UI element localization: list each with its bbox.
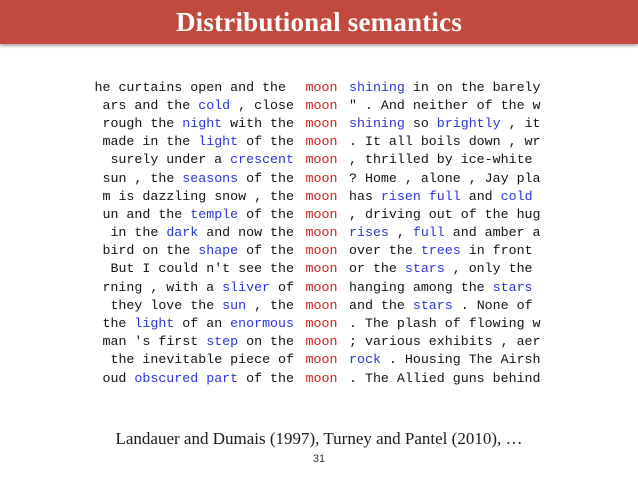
right-context (349, 152, 589, 167)
context-text: rough the (102, 115, 183, 131)
context-word-highlight: sliver (222, 279, 271, 295)
context-word-highlight: dark (166, 225, 199, 241)
context-text: hanging among the (349, 279, 493, 295)
keyword-moon: moon (305, 115, 338, 131)
context-text: so (404, 115, 437, 131)
concordance-line (78, 187, 598, 205)
keyword-moon: moon (305, 243, 338, 259)
context-word-highlight: rises (349, 225, 389, 241)
context-word-highlight: crescent (230, 152, 294, 168)
concordance-line (78, 314, 598, 332)
keyword-moon: moon (305, 206, 338, 222)
context-text: surely under a (110, 152, 231, 168)
slide-title: Distributional semantics (175, 6, 463, 37)
left-context (78, 371, 294, 386)
context-text: " . And neither of the w (349, 97, 541, 113)
context-text: sun , the (102, 170, 183, 186)
left-context (78, 243, 294, 258)
keyword-moon: moon (305, 225, 338, 241)
context-text: . It all boils down , wr (349, 134, 541, 150)
context-word-highlight: enormous (230, 316, 294, 332)
context-text: of the (238, 370, 294, 386)
context-text: of (270, 279, 294, 295)
context-text: and amber a (444, 225, 541, 241)
context-text: of the (238, 243, 294, 259)
keyword-moon: moon (305, 334, 338, 350)
context-word-highlight: cold (500, 188, 533, 204)
context-word-highlight: part (206, 370, 239, 386)
keyword-moon: moon (305, 188, 338, 204)
concordance-line (78, 114, 598, 132)
context-text: has (349, 188, 381, 204)
context-word-highlight: step (206, 334, 239, 350)
right-context (349, 98, 589, 113)
context-word-highlight: stars (404, 261, 445, 277)
right-context (349, 334, 589, 349)
keyword-moon: moon (305, 352, 338, 368)
concordance-line (78, 224, 598, 242)
context-text: of the (238, 170, 294, 186)
title-bar (0, 0, 638, 44)
concordance-line (78, 205, 598, 223)
concordance-line (78, 78, 598, 96)
context-text: the inevitable piece of (110, 352, 294, 368)
left-context (78, 225, 294, 240)
context-word-highlight: full (412, 225, 445, 241)
context-text: , only the (444, 261, 533, 277)
context-text: , it (500, 115, 541, 131)
right-context (349, 134, 589, 149)
left-context (78, 352, 294, 367)
context-text: he curtains open and the (94, 79, 294, 95)
context-text: in on the barely (404, 79, 541, 95)
context-word-highlight: shining (349, 79, 405, 95)
left-context (78, 189, 294, 204)
context-text: they love the (110, 297, 223, 313)
context-word-highlight: trees (420, 243, 461, 259)
concordance-line (78, 133, 598, 151)
right-context (349, 171, 589, 186)
left-context (78, 171, 294, 186)
context-text: with the (222, 115, 294, 131)
context-text: of the (238, 206, 294, 222)
right-context (349, 261, 589, 276)
context-text: . Housing The Airsh (380, 352, 541, 368)
keyword-moon: moon (305, 97, 338, 113)
right-context (349, 280, 589, 295)
right-context (349, 189, 589, 204)
context-word-highlight: stars (412, 297, 453, 313)
context-word-highlight: brightly (436, 115, 501, 131)
context-text: the (102, 316, 135, 332)
keyword-moon: moon (305, 170, 338, 186)
left-context (78, 298, 294, 313)
concordance-line (78, 351, 598, 369)
left-context (78, 80, 294, 95)
left-context (78, 116, 294, 131)
context-text: ars and the (102, 97, 199, 113)
left-context (78, 334, 294, 349)
left-context (78, 98, 294, 113)
left-context (78, 134, 294, 149)
right-context (349, 225, 589, 240)
concordance-line (78, 369, 598, 387)
context-text: But I could n't see the (110, 261, 294, 277)
keyword-moon: moon (305, 152, 338, 168)
left-context (78, 280, 294, 295)
context-word-highlight: shining (349, 115, 405, 131)
keyword-moon: moon (305, 316, 338, 332)
context-word-highlight: cold (198, 97, 231, 113)
context-text: . None of (452, 297, 533, 313)
context-text: and now the (198, 225, 294, 241)
context-text: and (460, 188, 501, 204)
concordance-line (78, 151, 598, 169)
keyword-moon: moon (305, 261, 338, 277)
right-context (349, 352, 589, 367)
context-word-highlight: full (428, 188, 461, 204)
context-word-highlight: temple (190, 206, 239, 222)
right-context (349, 207, 589, 222)
context-word-highlight: obscured (134, 370, 199, 386)
context-text: un and the (102, 206, 191, 222)
keyword-moon: moon (305, 134, 338, 150)
context-text: in the (110, 225, 167, 241)
context-text (421, 189, 429, 204)
left-context (78, 207, 294, 222)
context-text: over the (349, 243, 421, 259)
context-text: m is dazzling snow , the (102, 188, 294, 204)
context-word-highlight: night (182, 115, 223, 131)
keyword-moon: moon (305, 370, 338, 386)
context-text: ? Home , alone , Jay pla (349, 170, 541, 186)
context-text: , the (246, 297, 294, 313)
right-context (349, 116, 589, 131)
left-context (78, 316, 294, 331)
context-word-highlight: seasons (182, 170, 239, 186)
context-text: . The plash of flowing w (349, 316, 541, 332)
left-context (78, 261, 294, 276)
right-context (349, 243, 589, 258)
citation: Landauer and Dumais (1997), Turney and Pantel (2010), … (115, 429, 523, 448)
concordance-line (78, 96, 598, 114)
context-text: ; various exhibits , aer (349, 334, 541, 350)
context-text: of the (238, 134, 294, 150)
context-text: oud (102, 370, 135, 386)
right-context (349, 80, 589, 95)
page-number: 31 (312, 453, 326, 465)
context-text: , driving out of the hug (349, 206, 541, 222)
concordance-line (78, 296, 598, 314)
context-word-highlight: shape (198, 243, 239, 259)
context-text: bird on the (102, 243, 199, 259)
context-text: of an (174, 316, 231, 332)
context-text: on the (238, 334, 294, 350)
keyword-moon: moon (305, 79, 338, 95)
keyword-moon: moon (305, 279, 338, 295)
concordance-line (78, 278, 598, 296)
right-context (349, 316, 589, 331)
concordance-line (78, 169, 598, 187)
context-text: rning , with a (102, 279, 223, 295)
right-context (349, 371, 589, 386)
context-word-highlight: sun (222, 297, 247, 313)
context-text: , thrilled by ice-white (349, 152, 533, 168)
context-text: man 's first (102, 334, 207, 350)
left-context (78, 152, 294, 167)
context-word-highlight: light (134, 316, 175, 332)
context-text: made in the (102, 134, 199, 150)
right-context (349, 298, 589, 313)
context-word-highlight: stars (492, 279, 533, 295)
context-text: and the (349, 297, 413, 313)
context-text: in front (460, 243, 533, 259)
concordance-line (78, 242, 598, 260)
context-word-highlight: light (198, 134, 239, 150)
context-text: , (388, 225, 413, 241)
context-word-highlight: rock (349, 352, 381, 368)
context-word-highlight: risen (380, 188, 421, 204)
concordance-line (78, 260, 598, 278)
keyword-moon: moon (305, 297, 338, 313)
context-text: or the (349, 261, 405, 277)
concordance-line (78, 333, 598, 351)
context-text: , close (230, 97, 294, 113)
concordance-table (78, 78, 598, 387)
context-text: . The Allied guns behind (349, 370, 541, 386)
